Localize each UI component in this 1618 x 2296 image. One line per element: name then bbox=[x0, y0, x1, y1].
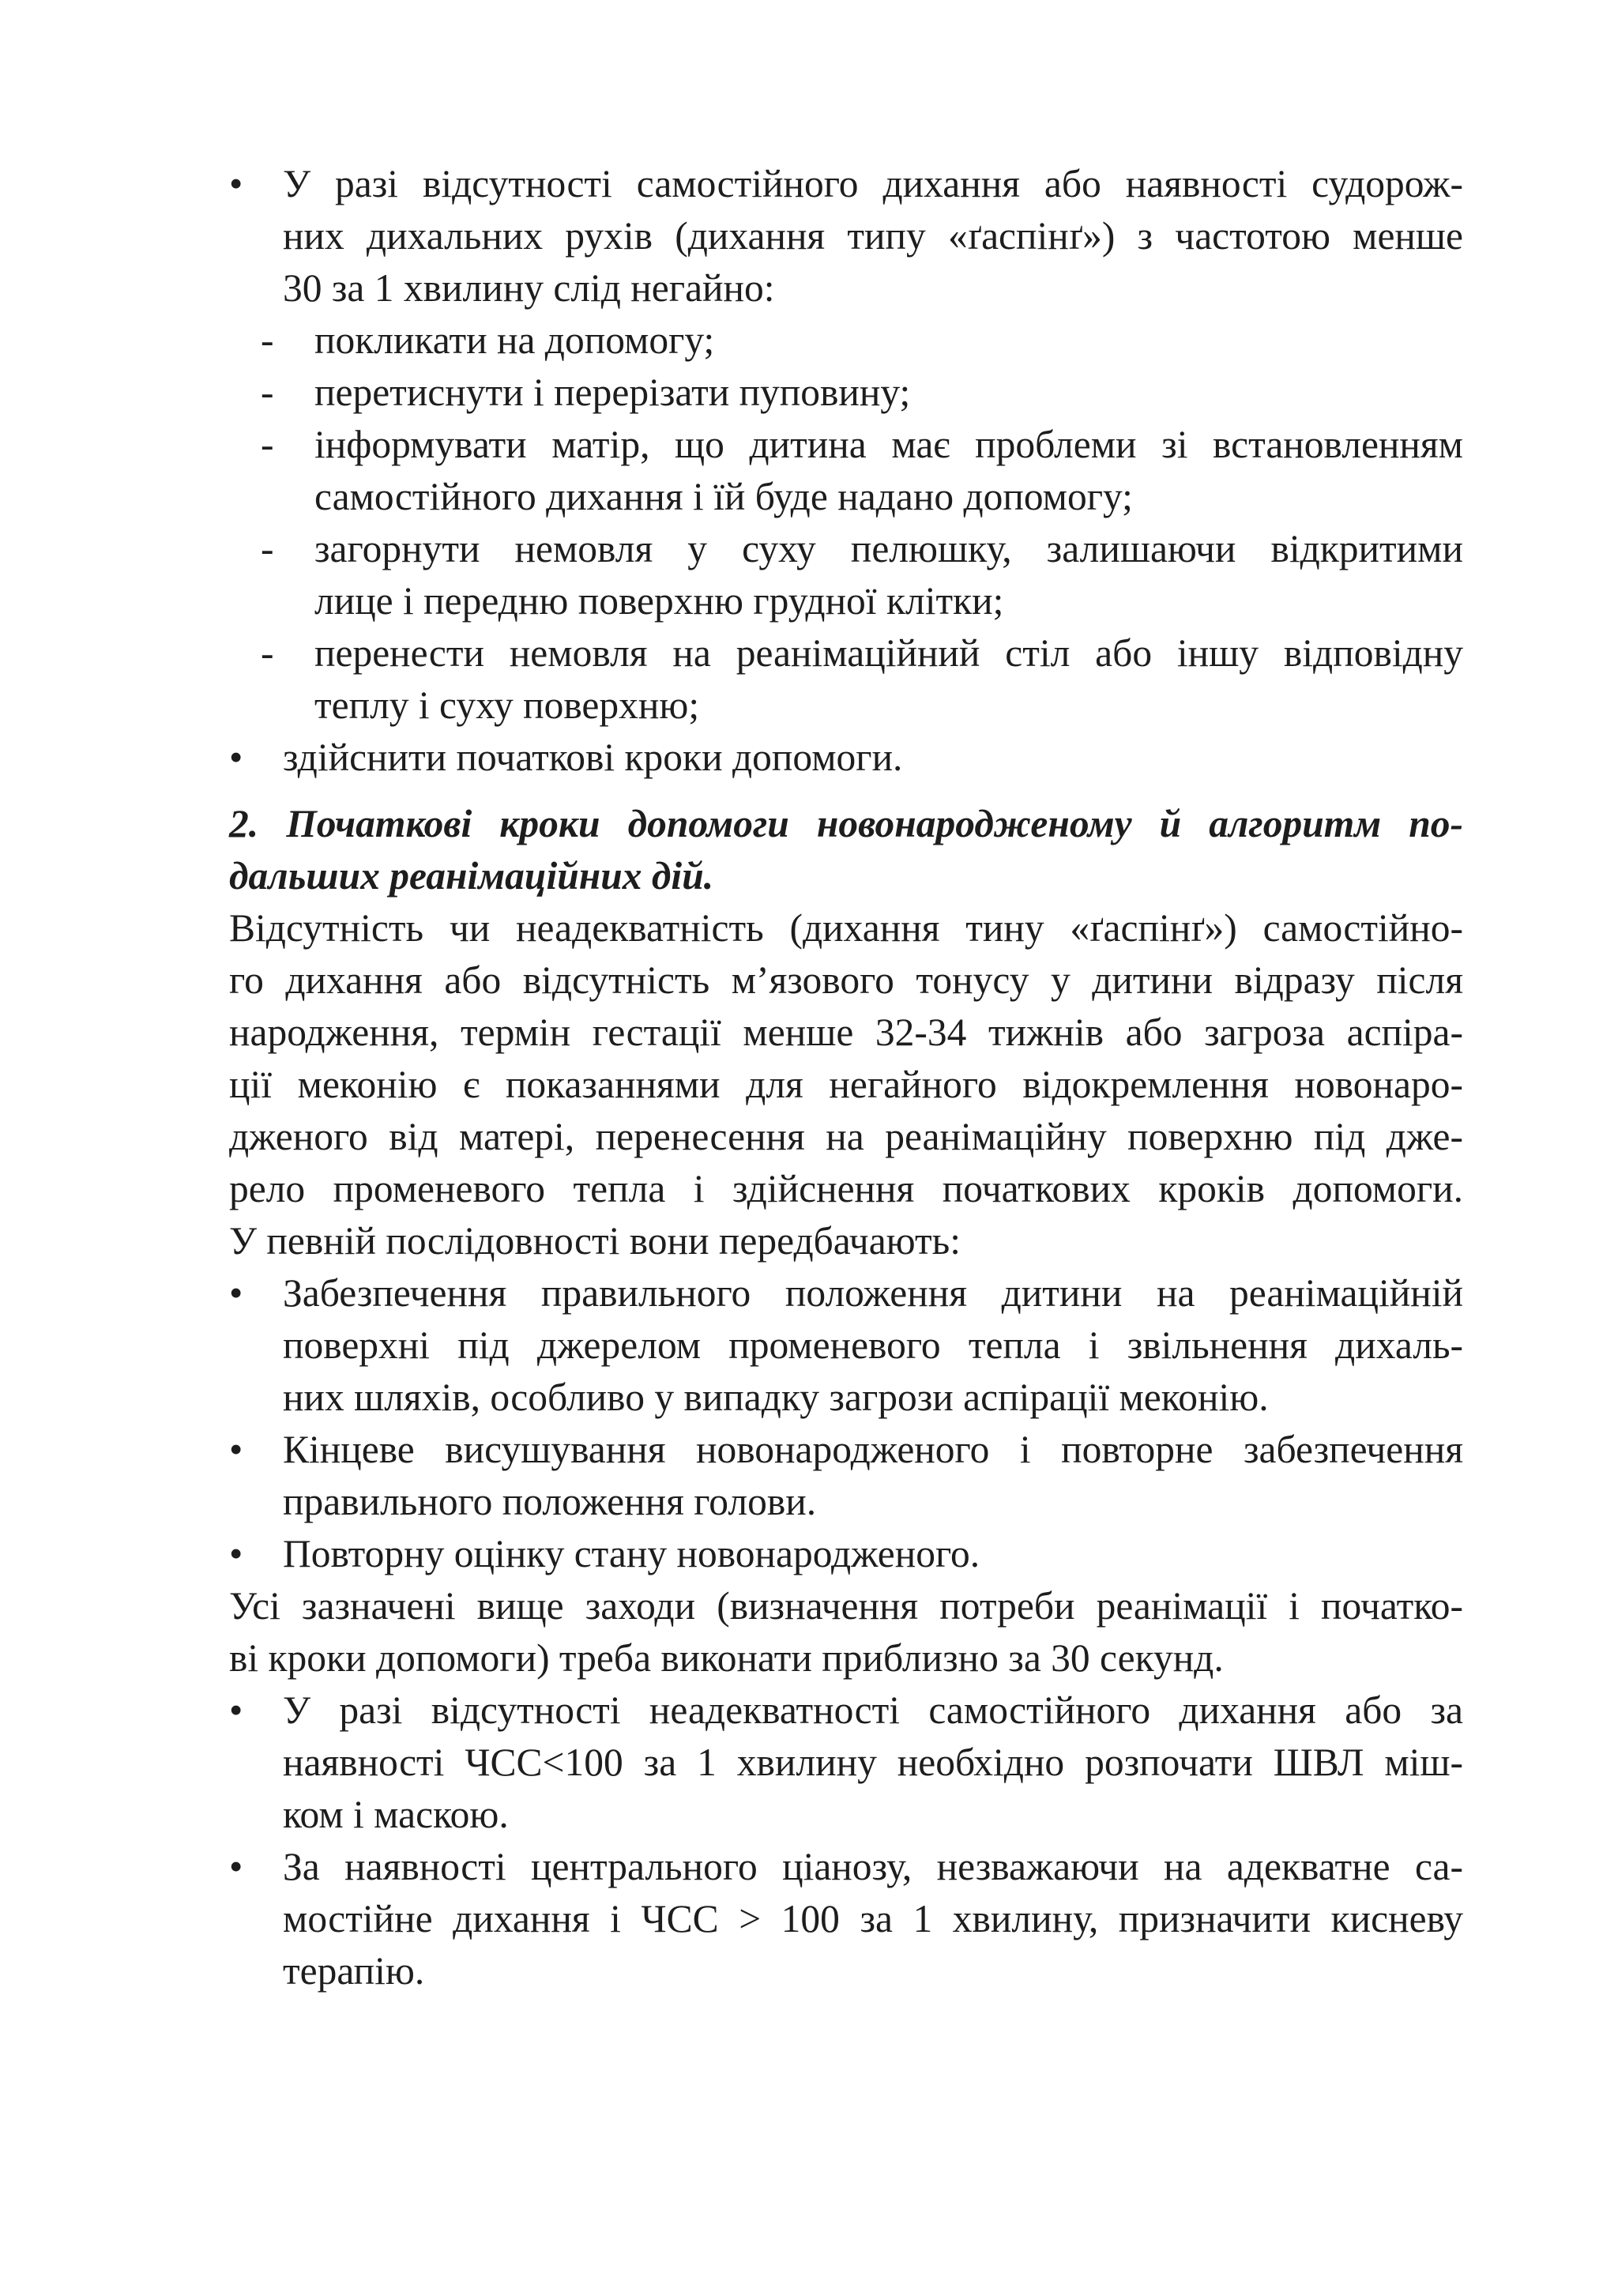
dash-item-wrap-infant bbox=[229, 523, 1463, 627]
document-page bbox=[229, 158, 1463, 1997]
paragraph-timing bbox=[229, 1580, 1463, 1684]
bullet-item-reassessment bbox=[229, 1528, 1463, 1580]
bullet-marker: • bbox=[229, 162, 243, 205]
text-line: ві кроки допомоги) треба виконати приблизно за 30 секунд. bbox=[229, 1636, 1224, 1680]
dash-marker: - bbox=[261, 527, 274, 570]
heading-line: дальших реанімаційних дій. bbox=[229, 854, 714, 898]
text-line: наявності ЧСС<100 за 1 хвилину необхідно розпочати ШВЛ міш- bbox=[283, 1741, 1463, 1784]
dash-marker: - bbox=[261, 318, 274, 362]
dash-marker: - bbox=[261, 423, 274, 466]
text-line: Повторну оцінку стану новонародженого. bbox=[283, 1532, 980, 1575]
bullet-item-initial-steps bbox=[229, 732, 1463, 784]
dash-item-call-help bbox=[229, 314, 1463, 367]
text-line: У певній послідовності вони передбачають: bbox=[229, 1219, 961, 1263]
heading-line: 2. Початкові кроки допомоги новонародженому й алгоритм по- bbox=[229, 802, 1463, 845]
dash-item-move-infant bbox=[229, 627, 1463, 732]
dash-item-cut-cord bbox=[229, 367, 1463, 419]
dash-marker: - bbox=[261, 631, 274, 675]
dash-marker: - bbox=[261, 371, 274, 414]
bullet-marker: • bbox=[229, 1688, 243, 1732]
section-heading bbox=[229, 798, 1463, 902]
text-line: загорнути немовля у суху пелюшку, залишаючи відкритими bbox=[314, 527, 1463, 570]
bullet-marker: • bbox=[229, 1271, 243, 1315]
text-line: правильного положення голови. bbox=[283, 1480, 817, 1523]
text-line: здійснити початкові кроки допомоги. bbox=[283, 736, 903, 779]
text-line: дженого від матері, перенесення на реанімаційну поверхню під дже- bbox=[229, 1115, 1463, 1158]
text-line: ції меконію є показаннями для негайного відокремлення новонаро- bbox=[229, 1063, 1463, 1106]
text-line: Кінцеве висушування новонародженого і повторне забезпечення bbox=[283, 1428, 1463, 1471]
text-line: Усі зазначені вище заходи (визначення потреби реанімації і початко- bbox=[229, 1584, 1463, 1628]
text-line: інформувати матір, що дитина має проблеми зі встановленням bbox=[314, 423, 1463, 466]
paragraph-indications bbox=[229, 902, 1463, 1267]
text-line: мостійне дихання і ЧСС > 100 за 1 хвилину, призначити кисневу bbox=[283, 1897, 1463, 1940]
bullet-marker: • bbox=[229, 1428, 243, 1471]
text-line: перетиснути і перерізати пуповину; bbox=[314, 371, 911, 414]
text-line: теплу і суху поверхню; bbox=[314, 683, 700, 727]
text-line: рело променевого тепла і здійснення початкових кроків допомоги. bbox=[229, 1167, 1463, 1210]
bullet-item-positioning bbox=[229, 1267, 1463, 1424]
bullet-marker: • bbox=[229, 736, 243, 779]
bullet-marker: • bbox=[229, 1845, 243, 1888]
text-line: народження, термін гестації менше 32-34 тижнів або загроза аспіра- bbox=[229, 1011, 1463, 1054]
text-line: лице і передню поверхню грудної клітки; bbox=[314, 579, 1004, 623]
text-line: перенести немовля на реанімаційний стіл або іншу відповідну bbox=[314, 631, 1463, 675]
text-line: Відсутність чи неадекватність (дихання тину «ґаспінґ») самостійно- bbox=[229, 906, 1463, 950]
text-line: го дихання або відсутність м’язового тонусу у дитини відразу після bbox=[229, 958, 1463, 1002]
text-line: У разі відсутності самостійного дихання або наявності судорож- bbox=[283, 162, 1463, 205]
text-line: За наявності центрального ціанозу, незважаючи на адекватне са- bbox=[283, 1845, 1463, 1888]
text-line: 30 за 1 хвилину слід негайно: bbox=[283, 266, 775, 310]
dash-item-inform-mother bbox=[229, 419, 1463, 523]
text-line: покликати на допомогу; bbox=[314, 318, 715, 362]
bullet-item-ventilation bbox=[229, 1684, 1463, 1841]
text-line: У разі відсутності неадекватності самостійного дихання або за bbox=[283, 1688, 1463, 1732]
text-line: ком і маскою. bbox=[283, 1793, 509, 1836]
text-line: поверхні під джерелом променевого тепла і звільнення дихаль- bbox=[283, 1323, 1463, 1367]
bullet-item-no-breathing bbox=[229, 158, 1463, 314]
bullet-marker: • bbox=[229, 1532, 243, 1575]
bullet-item-drying bbox=[229, 1424, 1463, 1528]
text-line: самостійного дихання і їй буде надано допомогу; bbox=[314, 475, 1133, 518]
text-line: них дихальних рухів (дихання типу «ґаспінґ») з частотою менше bbox=[283, 214, 1463, 258]
text-line: них шляхів, особливо у випадку загрози аспірації меконію. bbox=[283, 1376, 1269, 1419]
text-line: Забезпечення правильного положення дитини на реанімаційній bbox=[283, 1271, 1463, 1315]
bullet-item-oxygen bbox=[229, 1841, 1463, 1997]
text-line: терапію. bbox=[283, 1949, 425, 1993]
